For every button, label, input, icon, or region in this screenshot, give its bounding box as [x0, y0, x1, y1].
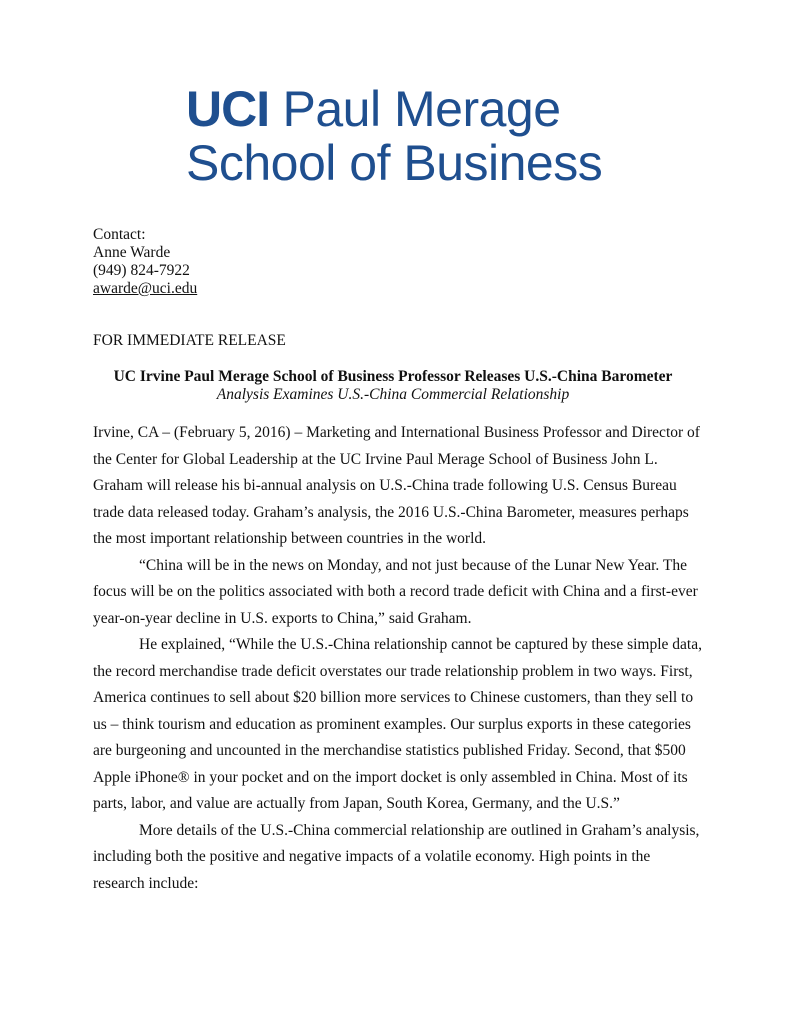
headline-title: UC Irvine Paul Merage School of Business Professor Releases U.S.-China Barometer	[113, 368, 673, 385]
contact-label: Contact:	[93, 226, 146, 243]
uci-merage-logo	[186, 81, 616, 191]
headline-subtitle: Analysis Examines U.S.-China Commercial Relationship	[216, 386, 570, 403]
body-paragraph-3: He explained, “While the U.S.-China relationship cannot be captured by these simple data, the record merchandise trade deficit overstates our trade relationship problem in two ways. First, America continues to sell about $20 billion more services to Chinese customers, than they sell to us – think tourism and education as prominent examples. Our surplus exports in these categories are burgeoning and uncounted in the merchandise statistics published Friday. Second, that $500 Apple iPhone® in your pocket and on the import docket is only assembled in China. Most of its parts, labor, and value are actually from Japan, South Korea, Germany, and the U.S.”	[93, 636, 702, 812]
logo-line-1	[186, 81, 616, 137]
contact-email-link[interactable]: awarde@uci.edu	[93, 280, 198, 297]
logo-paul-merage-text: Paul Merage	[282, 81, 561, 137]
body-paragraph-4: More details of the U.S.-China commercial relationship are outlined in Graham’s analysis, including both the positive and negative impacts of a volatile economy. High points in the research include:	[93, 821, 700, 892]
headline-block	[93, 368, 693, 404]
logo-uci-text: UCI	[186, 81, 270, 137]
body-text	[93, 420, 705, 897]
contact-name: Anne Warde	[93, 244, 171, 261]
body-paragraph-1: Irvine, CA – (February 5, 2016) – Marketing and International Business Professor and Director of the Center for Global Leadership at the UC Irvine Paul Merage School of Business John L. Graham will release his bi-annual analysis on U.S.-China trade following U.S. Census Bureau trade data released today. Graham’s analysis, the 2016 U.S.-China Barometer, measures perhaps the most important relationship between countries in the world.	[93, 424, 700, 547]
contact-block	[93, 226, 197, 298]
release-label: FOR IMMEDIATE RELEASE	[93, 332, 286, 349]
body-paragraph-2: “China will be in the news on Monday, and not just because of the Lunar New Year. The focus will be on the politics associated with both a record trade deficit with China and a first-ever year-on-year decline in U.S. exports to China,” said Graham.	[93, 556, 698, 627]
logo-school-of-business-text: School of Business	[186, 135, 603, 191]
contact-phone: (949) 824-7922	[93, 262, 190, 279]
